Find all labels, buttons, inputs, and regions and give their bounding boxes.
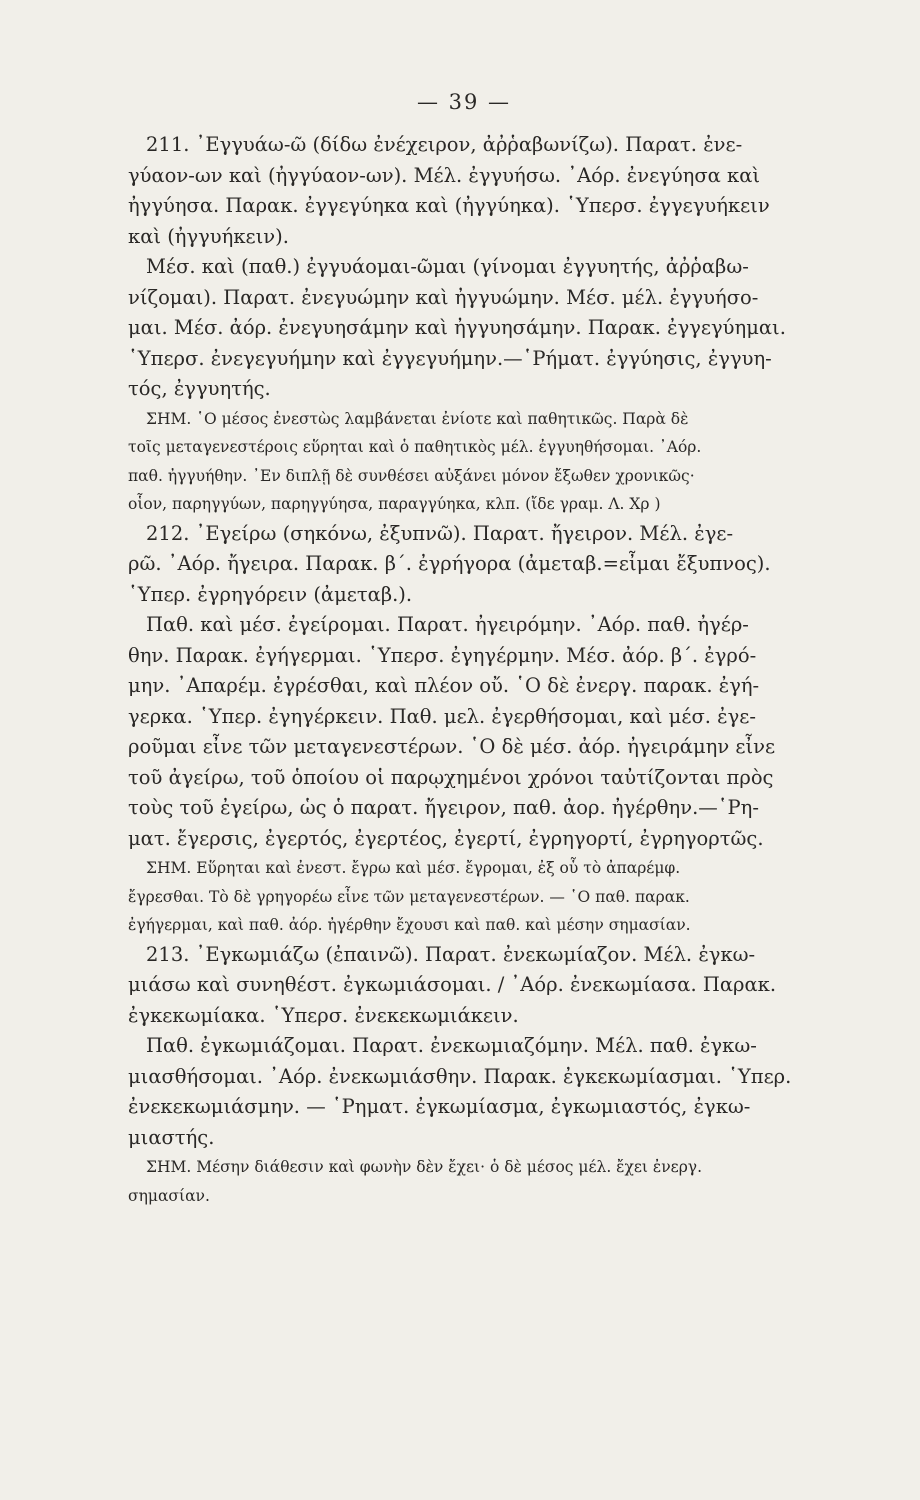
text-line: μιαστής. — [128, 1125, 215, 1149]
text-line: ἐγήγερμαι, καὶ παθ. ἀόρ. ἠγέρθην ἔχουσι καὶ παθ. καὶ μέσην σημασίαν. — [128, 916, 691, 934]
text-line: μην. ᾿Απαρέμ. ἐγρέσθαι, καὶ πλέον οὔ. ῾Ο δὲ ἐνεργ. παρακ. ἐγή- — [128, 674, 760, 697]
text-line: ροῦμαι εἶνε τῶν μεταγενεστέρων. ῾Ο δὲ μέσ. ἀόρ. ἠγειράμην εἶνε — [128, 735, 776, 758]
text-line: τός, ἐγγυητής. — [128, 377, 271, 400]
text-line: Παθ. ἐγκωμιάζομαι. Παρατ. ἐνεκωμιαζόμην. Μέλ. παθ. ἐγκω- — [146, 1034, 757, 1057]
page-number: — 39 — — [416, 90, 512, 114]
text-line: γύαον-ων καὶ (ἠγγύαον-ων). Μέλ. ἐγγυήσω. ᾿Αόρ. ἐνεγύησα καὶ — [128, 163, 761, 187]
text-line: 213. ᾿Εγκωμιάζω (ἐπαινῶ). Παρατ. ἐνεκωμίαζον. Μέλ. ἐγκω- — [146, 942, 756, 966]
text-line: καὶ (ἠγγυήκειν). — [128, 224, 289, 248]
text-body — [128, 130, 800, 1210]
text-line: ΣΗΜ. Εὕρηται καὶ ἐνεστ. ἔγρω καὶ μέσ. ἔγρομαι, ἐξ οὗ τὸ ἀπαρέμφ. — [146, 859, 681, 877]
text-line: μιάσω καὶ συνηθέστ. ἐγκωμιάσομαι. / ᾿Αόρ. ἐνεκωμίασα. Παρακ. — [128, 973, 777, 996]
text-line: τοὺς τοῦ ἐγείρω, ὡς ὁ παρατ. ἤγειρον, παθ. ἀορ. ἠγέρθην.—῾Ρη- — [128, 796, 759, 819]
text-line: Μέσ. καὶ (παθ.) ἐγγυάομαι-ῶμαι (γίνομαι ἐγγυητής, ἀῤῥαβω- — [146, 255, 749, 278]
text-line: Παθ. καὶ μέσ. ἐγείρομαι. Παρατ. ἠγειρόμην. ᾿Αόρ. παθ. ἠγέρ- — [146, 613, 749, 636]
text-line: ῾Υπερσ. ἐνεγεγυήμην καὶ ἐγγεγυήμην.—῾Ρήματ. ἐγγύησις, ἐγγυη- — [128, 346, 772, 370]
text-line: οἷον, παρηγγύων, παρηγγύησα, παραγγύηκα, κλπ. (ἴδε γραμ. Λ. Χρ ) — [128, 495, 661, 513]
text-line: ματ. ἔγερσις, ἐγερτός, ἐγερτέος, ἐγερτί, ἐγρηγορτί, ἐγρηγορτῶς. — [128, 826, 764, 850]
text-line: 212. ᾿Εγείρω (σηκόνω, ἐξυπνῶ). Παρατ. ἤγειρον. Μέλ. ἐγε- — [146, 521, 734, 545]
text-line: τοῖς μεταγενεστέροις εὕρηται καὶ ὁ παθητικὸς μέλ. ἐγγυηθήσομαι. ᾿Αόρ. — [128, 438, 702, 456]
text-line: ἔγρεσθαι. Τὸ δὲ γρηγορέω εἶνε τῶν μεταγενεστέρων. — ῾Ο παθ. παρακ. — [128, 887, 690, 906]
text-line: νίζομαι). Παρατ. ἐνεγυώμην καὶ ἠγγυώμην. Μέσ. μέλ. ἐγγυήσο- — [128, 285, 759, 309]
text-line: γερκα. ῾Υπερ. ἐγηγέρκειν. Παθ. μελ. ἐγερθήσομαι, καὶ μέσ. ἐγε- — [128, 704, 756, 728]
text-line: μαι. Μέσ. ἀόρ. ἐνεγυησάμην καὶ ἠγγυησάμην. Παρακ. ἐγγεγύημαι. — [128, 316, 786, 339]
text-line: τοῦ ἀγείρω, τοῦ ὁποίου οἱ παρῳχημένοι χρόνοι ταὐτίζονται πρὸς — [128, 765, 774, 789]
text-line: μιασθήσομαι. ᾿Αόρ. ἐνεκωμιάσθην. Παρακ. ἐγκεκωμίασμαι. ῾Υπερ. — [128, 1064, 792, 1088]
text-line: ἐγκεκωμίακα. ῾Υπερσ. ἐνεκεκωμιάκειν. — [128, 1003, 519, 1027]
text-line: ΣΗΜ. Μέσην διάθεσιν καὶ φωνὴν δὲν ἔχει· ὁ δὲ μέσος μέλ. ἔχει ἐνεργ. — [146, 1158, 703, 1176]
text-line: ρῶ. ᾿Αόρ. ἤγειρα. Παρακ. β΄. ἐγρήγορα (ἀμεταβ.=εἶμαι ἔξυπνος). — [128, 552, 771, 575]
text-line: παθ. ἠγγυήθην. ᾿Εν διπλῇ δὲ συνθέσει αὐξάνει μόνον ἔξωθεν χρονικῶς· — [128, 466, 695, 485]
text-line: ΣΗΜ. ῾Ο μέσος ἐνεστὼς λαμβάνεται ἐνίοτε καὶ παθητικῶς. Παρὰ δὲ — [146, 409, 689, 428]
text-line: ἐνεκεκωμιάσμην. — ῾Ρηματ. ἐγκωμίασμα, ἐγκωμιαστός, ἐγκω- — [128, 1095, 751, 1118]
text-line: θην. Παρακ. ἐγήγερμαι. ῾Υπερσ. ἐγηγέρμην. Μέσ. ἀόρ. β΄. ἐγρό- — [128, 643, 757, 667]
text-line: ῾Υπερ. ἐγρηγόρειν (ἀμεταβ.). — [128, 582, 413, 606]
text-line: ἠγγύησα. Παρακ. ἐγγεγύηκα καὶ (ἠγγύηκα). ῾Υπερσ. ἐγγεγυήκειν — [128, 194, 770, 217]
text-line: σημασίαν. — [128, 1186, 210, 1205]
text-line: 211. ᾿Εγγυάω-ῶ (δίδω ἐνέχειρον, ἀῤῥαβωνίζω). Παρατ. ἐνε- — [146, 133, 743, 156]
